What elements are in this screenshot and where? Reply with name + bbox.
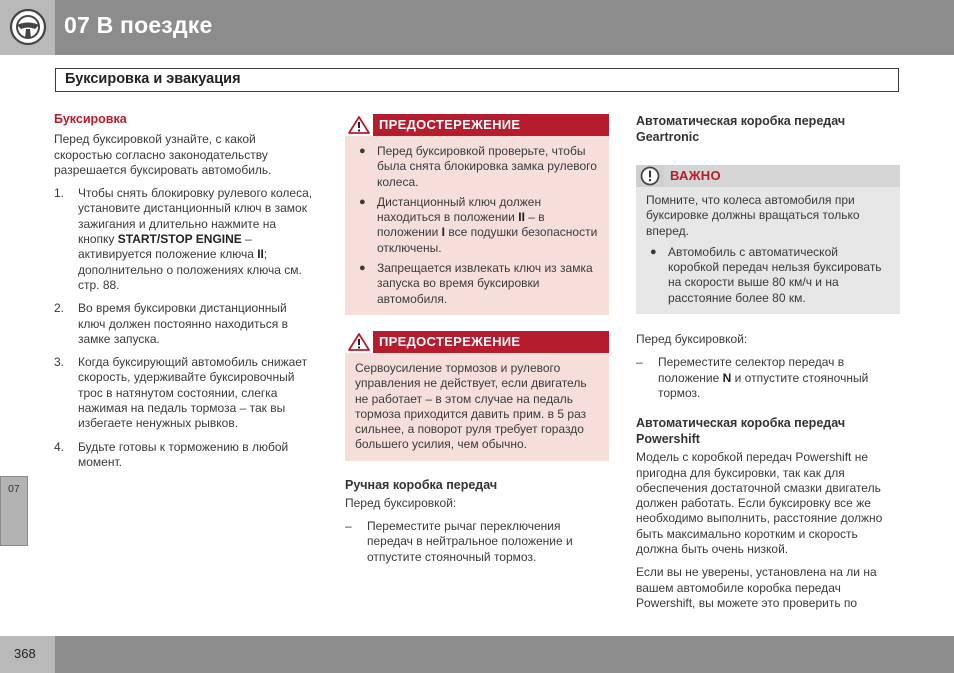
important-title: ВАЖНО — [670, 168, 721, 183]
list-item-bold: N — [722, 370, 732, 385]
step-number: 4. — [54, 439, 65, 454]
page-number-box — [0, 636, 55, 673]
before-towing-text: Перед буксировкой: — [636, 332, 748, 347]
important-header — [636, 165, 900, 187]
footer-bar — [0, 636, 954, 673]
section-title: Буксировка и эвакуация — [65, 71, 241, 87]
section-title-bar — [55, 68, 899, 92]
dash-mark: – — [345, 519, 352, 534]
manual-intro: Перед буксировкой: — [345, 495, 457, 510]
warning-icon-box — [345, 114, 373, 136]
warning-box — [345, 114, 609, 315]
step-item — [54, 440, 314, 471]
bullet-text: Перед буксировкой проверьте, чтобы была снята блокировка замка рулевого колеса. — [377, 144, 597, 189]
column-towing — [54, 112, 314, 478]
warning-bullet — [355, 261, 599, 307]
towing-intro: Перед буксировкой узнайте, с какой скоростью согласно законодательству разрешается буксировать автомобиль. — [54, 132, 272, 177]
important-icon-box — [636, 165, 664, 187]
chapter-side-tab — [0, 476, 28, 546]
warning-body — [345, 136, 609, 315]
manual-gearbox-heading: Ручная коробка передач — [345, 477, 498, 492]
step-number: 2. — [54, 301, 65, 316]
warning-body — [345, 353, 609, 461]
bullet-dot: ● — [359, 145, 366, 157]
column-automatic — [636, 113, 900, 619]
powershift-heading: Автоматическая коробка передач Powershift — [636, 416, 846, 447]
step-text: Во время буксировки дистанционный ключ должен постоянно находиться в замке запуска. — [78, 301, 288, 346]
bullet-dot: ● — [359, 262, 366, 275]
steering-wheel-icon — [9, 8, 47, 46]
bullet-bold: I — [441, 225, 445, 240]
towing-heading: Буксировка — [54, 112, 127, 126]
bullet-text: все подушки безопасности отключены. — [377, 225, 598, 255]
list-item-text: Переместите селектор передач в положение — [658, 355, 845, 385]
bullet-bold: II — [518, 210, 525, 225]
step-bold: II — [257, 247, 264, 262]
chapter-title: 07 В поездке — [64, 12, 213, 38]
page-number: 368 — [14, 646, 36, 661]
manual-list — [345, 519, 609, 565]
step-text: Когда буксирующий автомобиль снижает скорость, удерживайте буксировочный трос в натянутом состоянии, слегка нажимая на педаль тормоза – так вы избегаете ненужных рывков. — [78, 355, 308, 431]
step-number: 1. — [54, 186, 65, 201]
important-body — [636, 187, 900, 314]
geartronic-list — [636, 355, 900, 401]
important-text: Помните, что колеса автомобиля при буксировке должны вращаться только вперед. — [646, 193, 860, 238]
warning-header — [345, 331, 609, 353]
bullet-text: Автомобиль с автоматической коробкой передач нельзя буксировать на скорости выше 80 км/ч и на расстояние более 80 км. — [668, 244, 882, 305]
warning-text: Сервоусиление тормозов и рулевого управления не действует, если двигатель не работает – в этом случае на педаль тормоза приходится давить прим. в 5 раз сильнее, а поворот руля требует гораздо большего усилия, чем обычно. — [355, 360, 587, 452]
step-text: Будьте готовы к торможению в любой момент. — [78, 439, 289, 469]
warning-bullet — [355, 195, 599, 256]
column-warnings — [345, 114, 609, 571]
list-item — [636, 355, 900, 401]
bullet-dot: ● — [650, 245, 657, 258]
step-text: – активируется положение ключа — [78, 232, 258, 262]
exclamation-circle-icon — [639, 166, 661, 186]
warning-list — [355, 144, 599, 307]
warning-title: ПРЕДОСТЕРЕЖЕНИЕ — [379, 117, 521, 132]
bullet-text: – в положении — [377, 210, 545, 240]
important-box — [636, 165, 900, 314]
step-item — [54, 355, 314, 431]
step-item — [54, 186, 314, 293]
step-text: ; дополнительно о положениях ключа см. стр. 88. — [78, 247, 302, 292]
warning-triangle-icon — [348, 333, 370, 351]
volvo-logo — [0, 0, 55, 55]
list-item — [345, 519, 609, 565]
towing-steps — [54, 186, 314, 470]
bullet-text: Запрещается извлекать ключ из замка запуска во время буксировки автомобиля. — [377, 261, 593, 306]
warning-icon-box — [345, 331, 373, 353]
step-text: Чтобы снять блокировку рулевого колеса, установите дистанционный ключ в замок зажигания и длительно нажмите на кнопку — [78, 186, 313, 247]
list-item-text: Переместите рычаг переключения передач в нейтральное положение и отпустите стояночный тормоз. — [367, 519, 573, 564]
warning-triangle-icon — [348, 116, 370, 134]
warning-title: ПРЕДОСТЕРЕЖЕНИЕ — [379, 333, 521, 349]
bullet-text: Дистанционный ключ должен находиться в положении — [377, 194, 542, 225]
important-list — [646, 245, 890, 306]
list-item-text: и отпустите стояночный тормоз. — [658, 370, 869, 400]
step-item — [54, 301, 314, 347]
bullet-dot: ● — [359, 195, 366, 208]
warning-header — [345, 114, 609, 136]
powershift-paragraph: Модель с коробкой передач Powershift не пригодна для буксировки, так как для обеспечения достаточной смазки двигатель должен работать. Если буксировку все же необходимо выполнить, расстояние должно быть максимально коротким и скорость должна быть очень низкой. — [636, 450, 883, 557]
step-number: 3. — [54, 355, 65, 370]
important-bullet — [646, 245, 890, 306]
powershift-paragraph-2: Если вы не уверены, установлена на ли на вашем автомобиле коробка передач Powershift, вы можете это проверить по — [636, 565, 877, 610]
warning-bullet — [355, 144, 599, 190]
geartronic-heading: Автоматическая коробка передач Geartronic — [636, 114, 846, 144]
chapter-tab-label: 07 — [8, 483, 20, 495]
step-bold: START/STOP ENGINE — [117, 232, 242, 247]
warning-box — [345, 331, 609, 461]
dash-mark: – — [636, 355, 643, 370]
